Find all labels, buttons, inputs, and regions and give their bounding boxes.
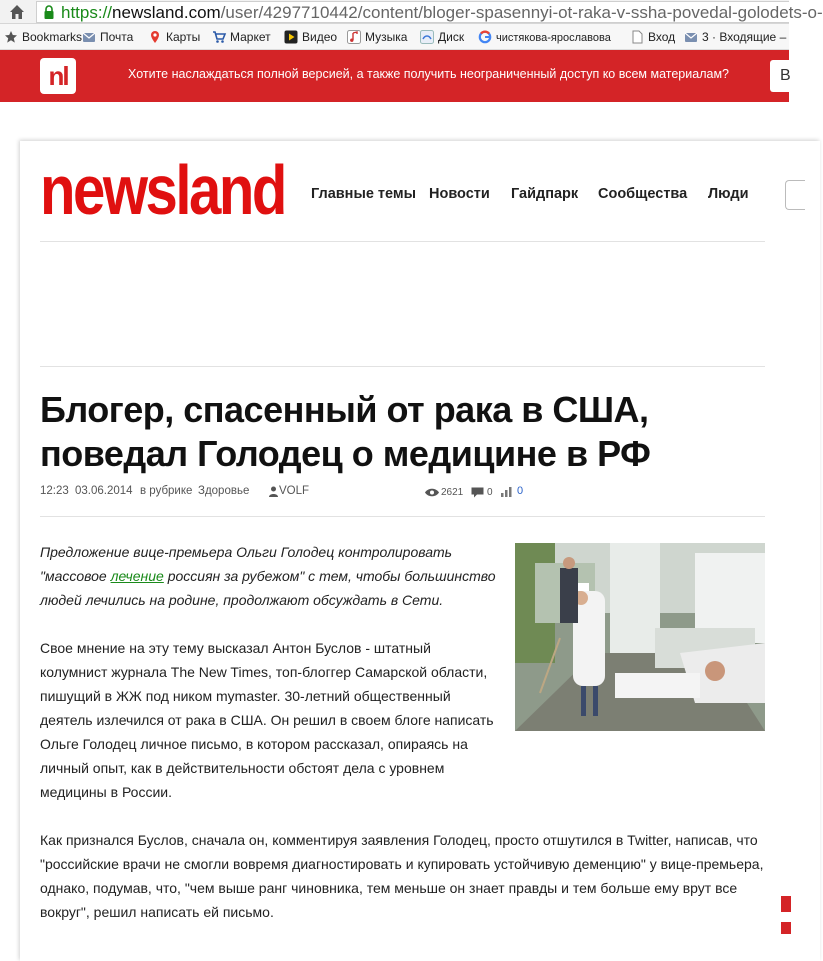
- promo-button[interactable]: B: [770, 60, 810, 92]
- ad-divider: [40, 366, 765, 367]
- article-time: 12:23: [40, 485, 69, 497]
- music-icon: [347, 30, 361, 44]
- video-icon: [284, 30, 298, 44]
- hospital-ward-illustration: [515, 543, 765, 731]
- rating-icon: [500, 487, 513, 497]
- article-paragraph-1: Свое мнение на эту тему высказал Антон Буслов - штатный колумнист журнала The New Times, топ-блоггер Самарской области, пишущий в ЖЖ под ником mymaster. 30-летний общественный деятель излечился от рака в США. Он решил в своем блоге написать Ольге Голодец личное письмо, в котором рассказал, опираясь на личный опыт, как в действительности обстоят дела с уровнем медицины в России.: [40, 640, 494, 800]
- side-widget-marker-2[interactable]: [781, 922, 791, 934]
- bookmark-disk[interactable]: Диск: [420, 28, 464, 46]
- comments-count: 0: [487, 487, 493, 498]
- bookmark-video[interactable]: Видео: [284, 28, 337, 46]
- promo-logo[interactable]: nl: [40, 58, 76, 94]
- bookmark-mail[interactable]: Почта: [82, 28, 133, 46]
- nav-search-box[interactable]: [785, 180, 805, 210]
- nav-people[interactable]: Люди: [708, 186, 749, 202]
- bookmark-maps[interactable]: Карты: [148, 28, 200, 46]
- bookmark-google[interactable]: чистякова-ярославова: [478, 28, 611, 46]
- bookmark-market[interactable]: Маркет: [212, 28, 271, 46]
- nav-news[interactable]: Новости: [429, 186, 490, 202]
- views-count: 2621: [441, 487, 464, 498]
- url-text: https://newsland.com/user/4297710442/content/bloger-spasennyi-ot-raka-v-ssha-povedal-golodets-o-: [61, 3, 823, 22]
- promo-banner: [0, 50, 789, 102]
- site-logo[interactable]: newsland: [40, 151, 285, 229]
- mail-icon: [82, 30, 96, 44]
- star-icon: [4, 30, 18, 44]
- home-icon[interactable]: [8, 3, 26, 21]
- comment-icon[interactable]: [471, 487, 484, 498]
- promo-text: Хотите наслаждаться полной версией, а также получить неограниченный доступ ко всем материалам?: [128, 67, 729, 81]
- nav-main-topics[interactable]: Главные темы: [311, 186, 417, 202]
- article-date: 03.06.2014: [75, 485, 133, 497]
- author-link[interactable]: VOLF: [279, 485, 310, 497]
- google-icon: [478, 30, 492, 44]
- header-divider: [40, 241, 765, 242]
- treatment-link[interactable]: лечение: [110, 568, 164, 584]
- page-icon: [630, 30, 644, 44]
- eye-icon: [425, 488, 439, 497]
- user-icon: [269, 486, 278, 497]
- nav-communities[interactable]: Сообщества: [598, 186, 688, 202]
- rubric-prefix: в рубрике: [140, 485, 193, 497]
- article-lead: Предложение вице-премьера Ольги Голодец контролировать "массовое лечение россиян за рубежом" с тем, чтобы большинство людей лечились на родине, продолжают обсуждать в Сети.: [40, 544, 496, 608]
- side-widget-marker[interactable]: [781, 896, 791, 912]
- lock-icon: [43, 5, 55, 20]
- mail-icon: [684, 30, 698, 44]
- bookmark-inbox[interactable]: 3 · Входящие –: [684, 28, 786, 46]
- bookmark-bookmarks[interactable]: Bookmarks: [4, 28, 82, 46]
- url-field[interactable]: [36, 1, 823, 23]
- browser-address-bar: [0, 0, 823, 24]
- nav-hydepark[interactable]: Гайдпарк: [511, 186, 579, 202]
- article-photo[interactable]: [515, 543, 765, 731]
- cart-icon: [212, 30, 226, 44]
- bookmarks-bar: [0, 24, 789, 50]
- rating-count: 0: [517, 485, 524, 497]
- map-pin-icon: [148, 30, 162, 44]
- disk-icon: [420, 30, 434, 44]
- bookmark-login[interactable]: Вход: [630, 28, 675, 46]
- article-paragraph-2: Как признался Буслов, сначала он, комментируя заявления Голодец, просто отшутился в Twitter, написав, что "российские врачи не смогли вовремя диагностировать и купировать устойчивую деменцию" у вице-премьера, однако, подумав, что, "чем выше ранг чиновника, тем меньше он знает правды и тем больше ему врут все вокруг", решил написать ей письмо.: [40, 832, 764, 920]
- rubric-link[interactable]: Здоровье: [198, 485, 250, 497]
- meta-divider: [40, 516, 765, 517]
- bookmark-music[interactable]: Музыка: [347, 28, 407, 46]
- article-title: Блогер, спасенный от рака в США, поведал Голодец о медицине в РФ: [40, 389, 651, 474]
